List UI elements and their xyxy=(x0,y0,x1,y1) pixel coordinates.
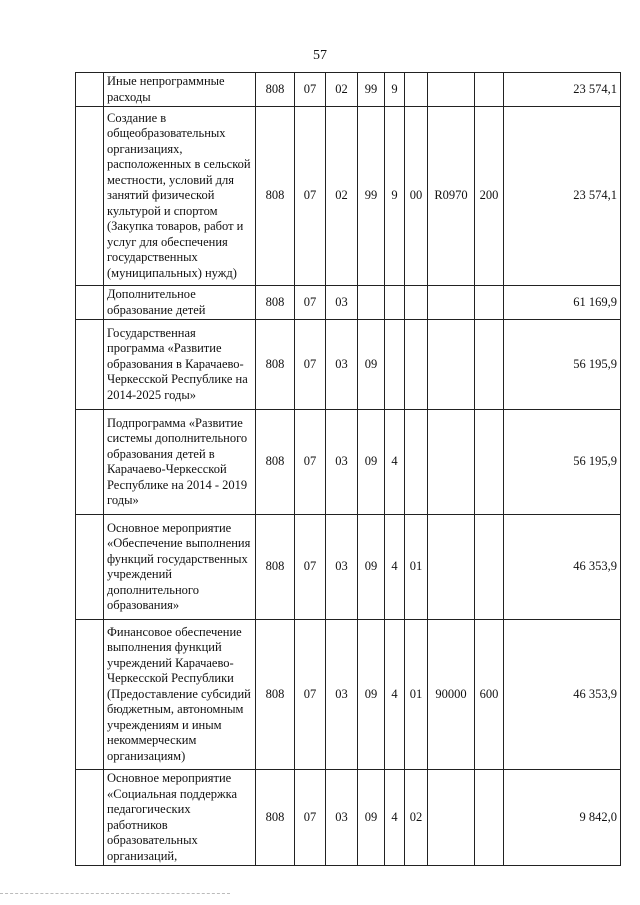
direction-code xyxy=(428,286,475,320)
expense-type-code xyxy=(475,286,504,320)
table-row xyxy=(76,320,621,410)
subsection-code: 03 xyxy=(326,770,358,866)
budget-table xyxy=(75,72,621,866)
direction-code xyxy=(428,410,475,515)
admin-code: 808 xyxy=(256,286,295,320)
program-code: 09 xyxy=(358,770,385,866)
admin-code: 808 xyxy=(256,410,295,515)
subprogram-code: 4 xyxy=(385,410,405,515)
direction-code xyxy=(428,73,475,107)
blank-cell xyxy=(76,770,104,866)
expense-type-code: 200 xyxy=(475,107,504,286)
section-code: 07 xyxy=(295,320,326,410)
main-event-code: 00 xyxy=(405,107,428,286)
page-number: 57 xyxy=(313,48,327,63)
expense-type-code xyxy=(475,410,504,515)
amount: 61 169,9 xyxy=(504,286,621,320)
amount: 23 574,1 xyxy=(504,107,621,286)
main-event-code: 01 xyxy=(405,515,428,620)
subprogram-code xyxy=(385,286,405,320)
expense-type-code xyxy=(475,320,504,410)
row-name: Создание в общеобразовательных организациях, расположенных в сельской местности, условий для занятий физической культурой и спортом (Закупка товаров, работ и услуг для обеспечения государственных (муниципальных) нужд) xyxy=(104,107,256,286)
subsection-code: 02 xyxy=(326,73,358,107)
admin-code: 808 xyxy=(256,620,295,770)
expense-type-code xyxy=(475,73,504,107)
program-code: 09 xyxy=(358,515,385,620)
admin-code: 808 xyxy=(256,515,295,620)
admin-code: 808 xyxy=(256,320,295,410)
subsection-code: 03 xyxy=(326,515,358,620)
section-code: 07 xyxy=(295,107,326,286)
program-code xyxy=(358,286,385,320)
main-event-code xyxy=(405,73,428,107)
subprogram-code: 9 xyxy=(385,73,405,107)
amount: 56 195,9 xyxy=(504,410,621,515)
table-row xyxy=(76,286,621,320)
section-code: 07 xyxy=(295,620,326,770)
main-event-code xyxy=(405,286,428,320)
scan-edge-divider xyxy=(0,893,230,894)
program-code: 09 xyxy=(358,410,385,515)
direction-code xyxy=(428,515,475,620)
subprogram-code: 9 xyxy=(385,107,405,286)
row-name: Основное мероприятие «Обеспечение выполнения функций государственных учреждений дополнительного образования» xyxy=(104,515,256,620)
program-code: 09 xyxy=(358,320,385,410)
direction-code: R0970 xyxy=(428,107,475,286)
main-event-code: 01 xyxy=(405,620,428,770)
direction-code: 90000 xyxy=(428,620,475,770)
admin-code: 808 xyxy=(256,73,295,107)
section-code: 07 xyxy=(295,515,326,620)
expense-type-code xyxy=(475,515,504,620)
blank-cell xyxy=(76,286,104,320)
subsection-code: 02 xyxy=(326,107,358,286)
amount: 46 353,9 xyxy=(504,515,621,620)
table-row xyxy=(76,770,621,866)
expense-type-code: 600 xyxy=(475,620,504,770)
blank-cell xyxy=(76,515,104,620)
subsection-code: 03 xyxy=(326,620,358,770)
row-name: Государственная программа «Развитие образования в Карачаево-Черкесской Республике на 2014-2025 годы» xyxy=(104,320,256,410)
amount: 9 842,0 xyxy=(504,770,621,866)
row-name: Дополнительное образование детей xyxy=(104,286,256,320)
program-code: 09 xyxy=(358,620,385,770)
direction-code xyxy=(428,320,475,410)
section-code: 07 xyxy=(295,410,326,515)
table-row xyxy=(76,515,621,620)
expense-type-code xyxy=(475,770,504,866)
section-code: 07 xyxy=(295,73,326,107)
blank-cell xyxy=(76,320,104,410)
blank-cell xyxy=(76,107,104,286)
table-row xyxy=(76,73,621,107)
direction-code xyxy=(428,770,475,866)
amount: 23 574,1 xyxy=(504,73,621,107)
section-code: 07 xyxy=(295,770,326,866)
table-row xyxy=(76,620,621,770)
section-code: 07 xyxy=(295,286,326,320)
row-name: Подпрограмма «Развитие системы дополнительного образования детей в Карачаево-Черкесской Республике на 2014 - 2019 годы» xyxy=(104,410,256,515)
blank-cell xyxy=(76,620,104,770)
amount: 46 353,9 xyxy=(504,620,621,770)
subsection-code: 03 xyxy=(326,410,358,515)
admin-code: 808 xyxy=(256,107,295,286)
main-event-code xyxy=(405,320,428,410)
row-name: Финансовое обеспечение выполнения функций учреждений Карачаево-Черкесской Республики (Предоставление субсидий бюджетным, автономным учреждениям и иным некоммерческим организациям) xyxy=(104,620,256,770)
blank-cell xyxy=(76,73,104,107)
subsection-code: 03 xyxy=(326,320,358,410)
row-name: Иные непрограммные расходы xyxy=(104,73,256,107)
table-row xyxy=(76,107,621,286)
program-code: 99 xyxy=(358,73,385,107)
subprogram-code: 4 xyxy=(385,770,405,866)
subprogram-code: 4 xyxy=(385,620,405,770)
subprogram-code xyxy=(385,320,405,410)
row-name: Основное мероприятие «Социальная поддержка педагогических работников образовательных организаций, xyxy=(104,770,256,866)
amount: 56 195,9 xyxy=(504,320,621,410)
main-event-code xyxy=(405,410,428,515)
subprogram-code: 4 xyxy=(385,515,405,620)
main-event-code: 02 xyxy=(405,770,428,866)
table-row xyxy=(76,410,621,515)
blank-cell xyxy=(76,410,104,515)
program-code: 99 xyxy=(358,107,385,286)
subsection-code: 03 xyxy=(326,286,358,320)
admin-code: 808 xyxy=(256,770,295,866)
